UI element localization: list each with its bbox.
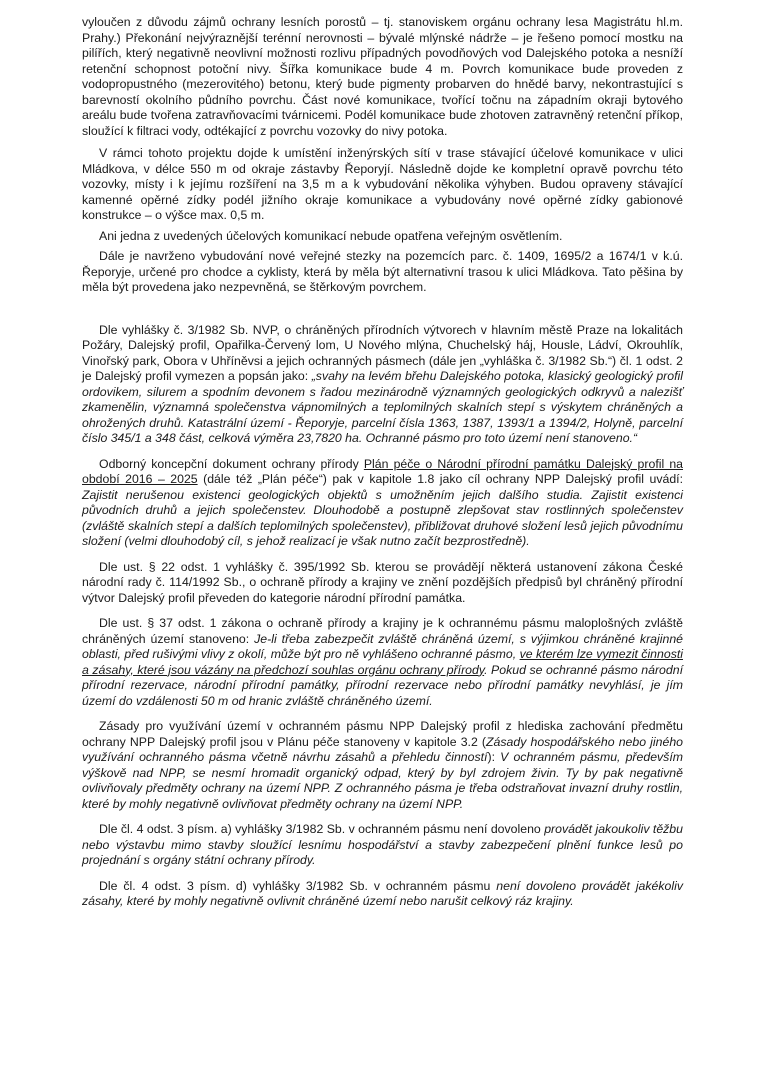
paragraph-footpath: Dále je navrženo vybudování nové veřejné stezky na pozemcích parc. č. 1409, 1695/2 a 1674/1 v k.ú. Řeporyje, určené pro chodce a cyklisty, která by měla být alternativní trasou k ulici Mládkova. Tato pěšina by měla být provedena jako nezpevněná, se štěrkovým povrchem. [82, 249, 683, 294]
paragraph-zone-principles [82, 719, 683, 812]
paragraph-text: Zásady pro využívání území v ochranném pásmu NPP Dalejský profil z hlediska zachování předmětu ochrany NPP Dalejský profil jsou v Plánu péče stanoveny v kapitole 3.2 ( [82, 719, 683, 749]
paragraph-decree-3-1982 [82, 323, 683, 447]
paragraph-decree-395-1992: Dle ust. § 22 odst. 1 vyhlášky č. 395/1992 Sb. kterou se provádějí některá ustanovení zákona České národní rady č. 114/1992 Sb., o ochraně přírody a krajiny ve znění pozdějších předpisů byl chráněný přírodní výtvor Dalejský profil převeden do kategorie národní přírodní památka. [82, 559, 683, 605]
paragraph-care-plan [82, 457, 683, 550]
paragraph-text: Dle ust. § 37 odst. 1 zákona o ochraně přírody a krajiny je k ochrannému pásmu maloplošných zvláště chráněných území stanoveno: [82, 616, 683, 646]
paragraph-text: (dále též „Plán péče“) pak v kapitole 1.8 jako cíl ochrany NPP Dalejský profil uvádí: [197, 472, 683, 486]
chapter-title: Zásady hospodářského nebo jiného využívání ochranného pásma včetně návrhu zásahů a přehledu činností [82, 734, 683, 764]
paragraph-text: Odborný koncepční dokument ochrany přírody [99, 456, 364, 471]
law-quote-text: Je-li třeba zabezpečit zvláště chráněná území, s výjimkou chráněné krajinné oblasti, před rušivými vlivy z okolí, může být pro ně vyhlášeno ochranné pásmo, [82, 631, 683, 661]
paragraph-lighting: Ani jedna z uvedených účelových komunikací nebude opatřena veřejným osvětlením. [99, 228, 563, 243]
art4-d-quote: není dovoleno provádět jakékoliv zásahy, které by mohly negativně ovlivnit chráněné území nebo narušit celkový ráz krajiny. [82, 878, 683, 908]
paragraph-text: ): [487, 750, 501, 764]
paragraph-art4-d [82, 879, 683, 910]
paragraph-text: Dle vyhlášky č. 3/1982 Sb. NVP, o chráněných přírodních výtvorech v hlavním městě Praze na lokalitách Požáry, Dalejský profil, Opařilka-Červený lom, U Nového mlýna, Chuchelský háj, Housle, Ládví, Okrouhlík, Vinořský park, Obora v Uhříněvsi a jejich ochranných pásmech (dále jen „vyhláška č. 3/1982 Sb.“) čl. 1 odst. 2 je Dalejský profil vymezen a popsán jako: [82, 322, 683, 383]
paragraph-mladkova-utilities: V rámci tohoto projektu dojde k umístění inženýrských sítí v trase stávající účelové komunikace v ulici Mládkova, v délce 550 m od okraje zástavby Řeporyjí. Následně dojde ke kompletní opravě povrchu této vozovky, místy i k jejímu rozšíření na 3,5 m a k vybudování několika výhyben. Budou opraveny stávající kamenné opěrné zídky podél jižního okraje komunikace a vybudovány nové opěrné zídky gabionové konstrukce – o výšce max. 0,5 m. [82, 146, 683, 222]
care-plan-quote: Zajistit nerušenou existenci geologických objektů s umožněním jejich dalšího studia. Zajistit existenci původních druhů a jejich společenstev. Dlouhodobě a postupně zlepšovat stav rostlinných společenstev (zvláště skalních stepí a dalších teplomilných společenstev), přibližovat druhové složení lesů jejich původnímu složení (velmi dlouhodobý cíl, s jehož realizací je však nutno začít bezprostředně). [82, 487, 683, 548]
paragraph-protection-zone-law [82, 616, 683, 709]
zone-principles-quote: V ochranném pásmu, především výškově nad NPP, se nesmí hromadit organický odpad, který by byl zdrojem živin. Ty by pak negativně ovlivňovaly předměty ochrany na území NPP. Z ochranného pásma je třeba odstraňovat invazní druhy rostlin, které by mohly negativně ovlivňovat předměty ochrany na území NPP. [82, 750, 683, 811]
paragraph-road-construction: vyloučen z důvodu zájmů ochrany lesních porostů – tj. stanoviskem orgánu ochrany lesa Magistrátu hl.m. Prahy.) Překonání nejvýraznější terénní nerovnosti – bývalé mlýnské nádrže – je řešeno pomocí mostku na pilířích, který negativně neovlivní možnosti rozlivu případných povodňových vod Dalejského potoka a nesníží retenční schopnost potoční nivy. Šířka komunikace bude 4 m. Povrch komunikace bude proveden z vodopropustného (mezerovitého) betonu, který bude pigmenty probarven do hnědé barvy, nekontrastující s barevností okolního půdního povrchu. Část nové komunikace, tvořící točnu na západním okraji bytového areálu bude tvořena zatravňovacími tvárnicemi. Podél komunikace bude zhotoven zatravněný retenční příkop, sloužící k filtraci vody, odtékající z povrchu vozovky do nivy potoka. [82, 15, 683, 138]
paragraph-art4-a [82, 822, 683, 869]
art4-a-quote: provádět jakoukoliv těžbu nebo výstavbu mimo stavby sloužící lesnímu hospodářství a stavby zabezpečení plnění funkce lesů po projednání s orgány státní ochrany přírody. [82, 822, 683, 867]
paragraph-text: Dle čl. 4 odst. 3 písm. a) vyhlášky 3/1982 Sb. v ochranném pásmu není dovoleno [99, 822, 545, 836]
law-quote-underlined: ve kterém lze vymezit činnosti a zásahy, které jsou vázány na předchozí souhlas orgánu ochrany přírody [82, 647, 683, 677]
paragraph-text: Dle čl. 4 odst. 3 písm. d) vyhlášky 3/1982 Sb. v ochranném pásmu [99, 878, 497, 893]
care-plan-link[interactable]: Plán péče o Národní přírodní památku Dalejský profil na období 2016 – 2025 [82, 456, 683, 486]
law-quote-text: . Pokud se ochranné pásmo národní přírodní rezervace, národní přírodní památky, přírodní rezervace nebo přírodní památky nevyhlásí, je jím území do vzdálenosti 50 m od hranic zvláště chráněného území. [82, 662, 683, 708]
decree-quote: „svahy na levém břehu Dalejského potoka, klasický geologický profil ordovikem, silurem a spodním devonem s řadou mezinárodně významných geologických odkryvů a nalezišť zkamenělin, významná společenstva vápnomilných a teplomilných skalních stepí s výskytem chráněných a ohrožených druhů. Katastrální území - Řeporyje, parcelní čísla 1363, 1387, 1393/1 a 1394/2, Holyně, parcelní číslo 345/1 a 348 část, celková výměra 23,7820 ha. Ochranné pásmo pro toto území není stanoveno.“ [82, 369, 683, 445]
